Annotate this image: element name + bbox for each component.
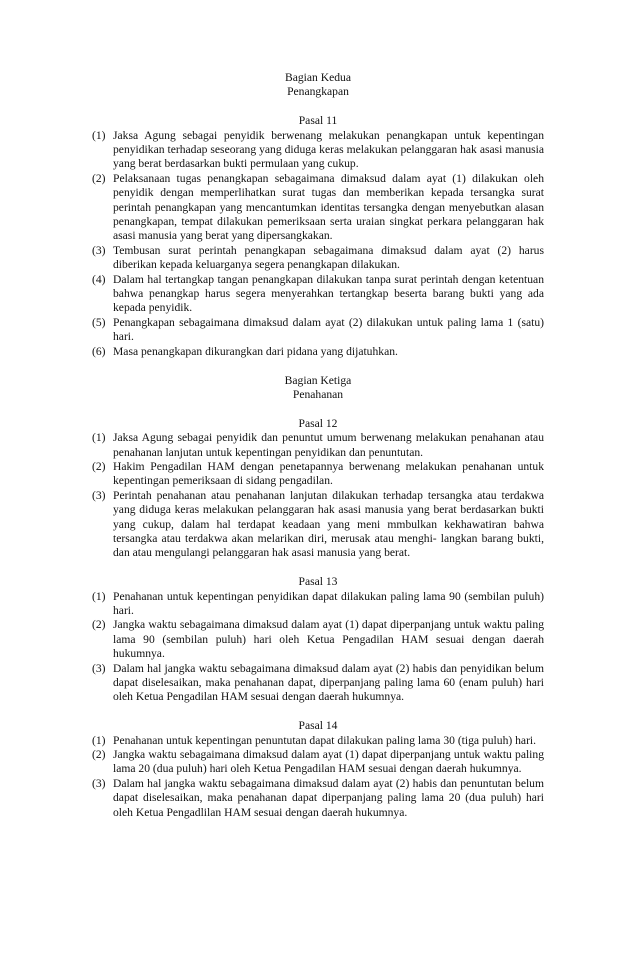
item-number: (1) <box>92 733 106 747</box>
item-number: (3) <box>92 776 106 790</box>
item-text: Dalam hal jangka waktu sebagaimana dimaksud dalam ayat (2) habis dan penuntutan belum dapat diselesaikan, maka penahanan dapat diperpanjang paling lama 20 (dua puluh) hari oleh Ketua Pengadlilan HAM sesuai dengan daerah hukumnya. <box>113 776 544 819</box>
item-text: Pelaksanaan tugas penangkapan sebagaimana dimaksud dalam ayat (1) dilakukan oleh penyidik dengan memperlihatkan surat tugas dan memberikan kepada tersangka surat perintah penangkapan yang mencantumkan identitas tersangka dengan menyebutkan alasan penangkapan, tempat dilakukan pemeriksaan serta uraian singkat perkara pelanggaran hak asasi manusia yang berat yang dipersangkakan. <box>113 171 544 243</box>
article-items <box>92 590 544 705</box>
list-item <box>92 431 544 460</box>
item-number: (3) <box>92 488 106 502</box>
list-item <box>92 273 544 316</box>
list-item <box>92 489 544 561</box>
item-text: Masa penangkapan dikurangkan dari pidana yang dijatuhkan. <box>113 344 398 358</box>
item-number: (2) <box>92 171 106 185</box>
article-heading: Pasal 13 <box>298 575 338 589</box>
article-heading: Pasal 11 <box>298 114 338 128</box>
list-item <box>92 618 544 661</box>
item-number: (6) <box>92 344 106 358</box>
item-number: (1) <box>92 431 106 445</box>
list-item <box>92 316 544 345</box>
item-text: Dalam hal tertangkap tangan penangkapan dilakukan tanpa surat perintah dengan ketentuan bahwa penangkap harus segera menyerahkan tertangkap beserta barang bukti yang ada kepada penyidik. <box>113 272 544 315</box>
list-item <box>92 244 544 273</box>
item-text: Penahanan untuk kepentingan penyidikan dapat dilakukan paling lama 90 (sembilan puluh) hari. <box>113 589 544 617</box>
item-number: (2) <box>92 459 106 473</box>
item-text: Penangkapan sebagaimana dimaksud dalam ayat (2) dilakukan untuk paling lama 1 (satu) hari. <box>113 315 544 344</box>
item-number: (1) <box>92 128 106 142</box>
list-item <box>92 129 544 172</box>
section-title: Penangkapan <box>287 85 349 99</box>
section-heading <box>92 374 544 403</box>
item-text: Jaksa Agung sebagai penyidik dan penuntut umum berwenang melakukan penahanan atau penahanan lanjutan untuk kepentingan penyidikan dan penuntutan. <box>113 431 544 459</box>
section-part: Bagian Ketiga <box>284 373 352 387</box>
list-item <box>92 777 544 820</box>
list-item <box>92 748 544 777</box>
item-number: (3) <box>92 661 106 675</box>
item-number: (2) <box>92 748 106 762</box>
item-text: Jaksa Agung sebagai penyidik berwenang melakukan penangkapan untuk kepentingan penyidikan terhadap seseorang yang diduga keras melakukan pelanggaran hak asasi manusia yang berat berdasarkan bukti permulaan yang cukup. <box>113 128 544 171</box>
document-page <box>92 71 544 820</box>
item-number: (5) <box>92 315 106 329</box>
article-items <box>92 431 544 561</box>
article-heading: Pasal 14 <box>298 719 338 733</box>
article-items <box>92 734 544 820</box>
section-part: Bagian Kedua <box>285 71 351 84</box>
item-text: Dalam hal jangka waktu sebagaimana dimaksud dalam ayat (2) habis dan penyidikan belum dapat diselesaikan, maka penahanan dapat, diperpanjang paling lama 60 (enam puluh) hari oleh Ketua Pengadilan HAM sesuai dengan daerah hukumnya. <box>113 661 544 704</box>
list-item <box>92 172 544 244</box>
item-text: Perintah penahanan atau penahanan lanjutan dilakukan terhadap tersangka atau terdakwa yang diduga keras melakukan pelanggaran hak asasi manusia yang berat berdasarkan bukti yang cukup, dalam hal terdapat keadaan yang meni mmbulkan kekhawatiran bahwa tersangka atau terdakwa akan melarikan diri, merusak atau menghi- langkan barang bukti, dan atau mengulangi pelanggaran hak asasi manusia yang berat. <box>113 488 544 560</box>
item-number: (3) <box>92 243 106 257</box>
list-item <box>92 590 544 619</box>
item-text: Jangka waktu sebagaimana dimaksud dalam ayat (1) dapat diperpanjang untuk waktu paling lama 90 (sembilan puluh) hari oleh Ketua Pengadilan HAM sesuai dengan daerah hukumnya. <box>113 618 544 661</box>
item-text: Tembusan surat perintah penangkapan sebagaimana dimaksud dalam ayat (2) harus diberikan kepada keluarganya segera penangkapan dilakukan. <box>113 243 544 272</box>
item-text: Hakim Pengadilan HAM dengan penetapannya berwenang melakukan penahanan untuk kepentingan pemeriksaan di sidang pengadilan. <box>113 459 544 488</box>
item-number: (2) <box>92 618 106 632</box>
section-heading <box>92 71 544 100</box>
item-text: Jangka waktu sebagaimana dimaksud dalam ayat (1) dapat diperpanjang untuk waktu paling lama 20 (dua puluh) hari oleh Ketua Pengadilan HAM sesuai dengan daerah hukumnya. <box>113 748 544 776</box>
list-item <box>92 345 544 359</box>
list-item <box>92 662 544 705</box>
list-item <box>92 460 544 489</box>
item-number: (1) <box>92 589 106 603</box>
section-title: Penahanan <box>292 387 344 401</box>
article-items <box>92 129 544 360</box>
item-text: Penahanan untuk kepentingan penuntutan dapat dilakukan paling lama 30 (tiga puluh) hari. <box>113 733 537 747</box>
list-item <box>92 734 544 748</box>
article-heading: Pasal 12 <box>298 416 338 430</box>
item-number: (4) <box>92 272 106 286</box>
